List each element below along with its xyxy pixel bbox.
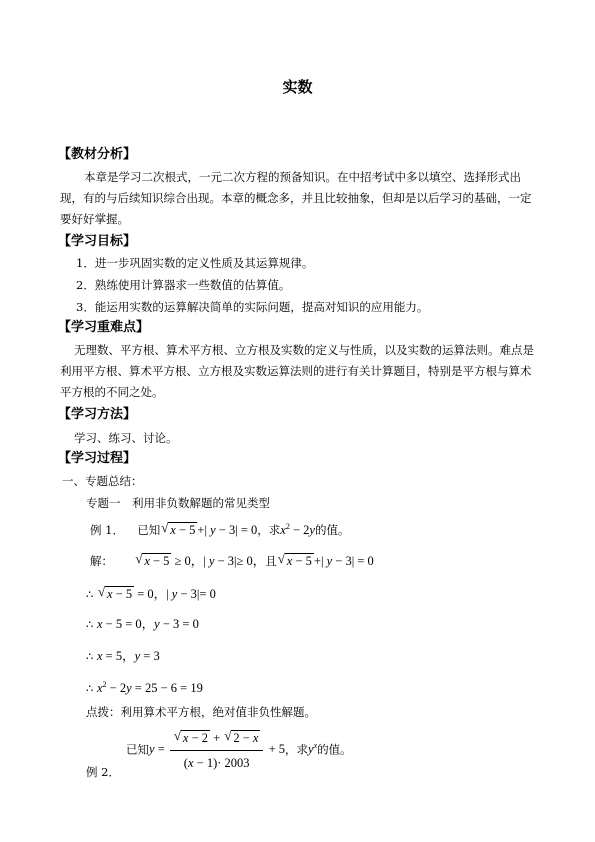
example-1-expression: $x^2 - 2y$	[280, 522, 315, 537]
example-1-ask: ，求	[257, 523, 281, 537]
topic-1-label: 专题一 利用非负数解题的常见类型	[86, 496, 270, 510]
solution-label: 解：	[90, 554, 113, 568]
example-2-expression: $y^x$	[308, 741, 318, 757]
solution-and: 且	[265, 554, 277, 568]
solution-conditions: √ x − 5 ≥ 0，| y − 3|≥ 0，	[135, 551, 266, 568]
solution-line	[90, 553, 374, 569]
goal-item-3: 3．能运用实数的运算解决简单的实际问题，提高对知识的应用能力。	[76, 300, 429, 314]
example-1	[90, 522, 349, 538]
heading-key-points: 【学习重难点】	[58, 320, 150, 335]
therefore-symbol: ∴	[86, 681, 94, 695]
example-2-ask-end: 的值。	[317, 742, 352, 757]
example-2-formula: y = √ x − 2 + √ 2 − x (x − 1)· 2003 + 5	[149, 728, 285, 770]
example-1-ask-end: 的值。	[314, 523, 350, 537]
heading-process: 【学习过程】	[58, 451, 137, 466]
document-title: 实数	[282, 78, 313, 96]
heading-methods: 【学习方法】	[58, 407, 137, 422]
therefore-symbol: ∴	[86, 617, 94, 631]
example-2-label: 例 2．	[86, 765, 120, 779]
step-3: ∴ x = 5，y = 3	[86, 649, 160, 663]
step-4: ∴ $x^2 - 2y = 25 - 6 = 19$	[86, 680, 203, 695]
key-points-paragraph: 无理数、平方根、算术平方根、立方根及实数的定义与性质，以及实数的运算法则。难点是利用平方根、算术平方根、立方根及实数运算法则的进行有关计算题目，特别是平方根与算术平方根的不同之处。	[60, 343, 534, 399]
summary-label: 一、专题总结：	[62, 474, 143, 488]
hint: 点拨：利用算术平方根，绝对值非负性解题。	[86, 705, 316, 719]
step-2: ∴ x − 5 = 0，y − 3 = 0	[86, 617, 199, 631]
therefore-symbol: ∴	[86, 587, 94, 601]
solution-sum-zero: √ x − 5 +| y − 3| = 0	[277, 551, 374, 568]
methods-text: 学习、练习、讨论。	[74, 431, 178, 445]
example-2-given: 已知	[126, 742, 149, 757]
goal-item-1: 1．进一步巩固实数的定义性质及其运算规律。	[76, 256, 314, 270]
analysis-paragraph: 本章是学习二次根式，一元二次方程的预备知识。在中招考试中多以填空、选择形式出现，有的与后续知识综合出现。本章的概念多，并且比较抽象，但却是以后学习的基础，一定要好好掌握。	[60, 170, 532, 226]
example-2-ask: ，求	[285, 742, 308, 757]
therefore-symbol: ∴	[86, 649, 94, 663]
example-2-statement	[126, 728, 352, 773]
heading-goals: 【学习目标】	[58, 234, 137, 249]
example-1-label: 例 1．	[90, 523, 124, 537]
example-1-condition: √ x − 5 +| y − 3| = 0	[161, 520, 258, 537]
goal-item-2: 2．熟练使用计算器求一些数值的估算值。	[76, 278, 291, 292]
heading-analysis: 【教材分析】	[58, 147, 137, 162]
step-1: ∴ √ x − 5 = 0，| y − 3|= 0	[86, 584, 216, 601]
example-1-given: 已知	[137, 523, 161, 537]
